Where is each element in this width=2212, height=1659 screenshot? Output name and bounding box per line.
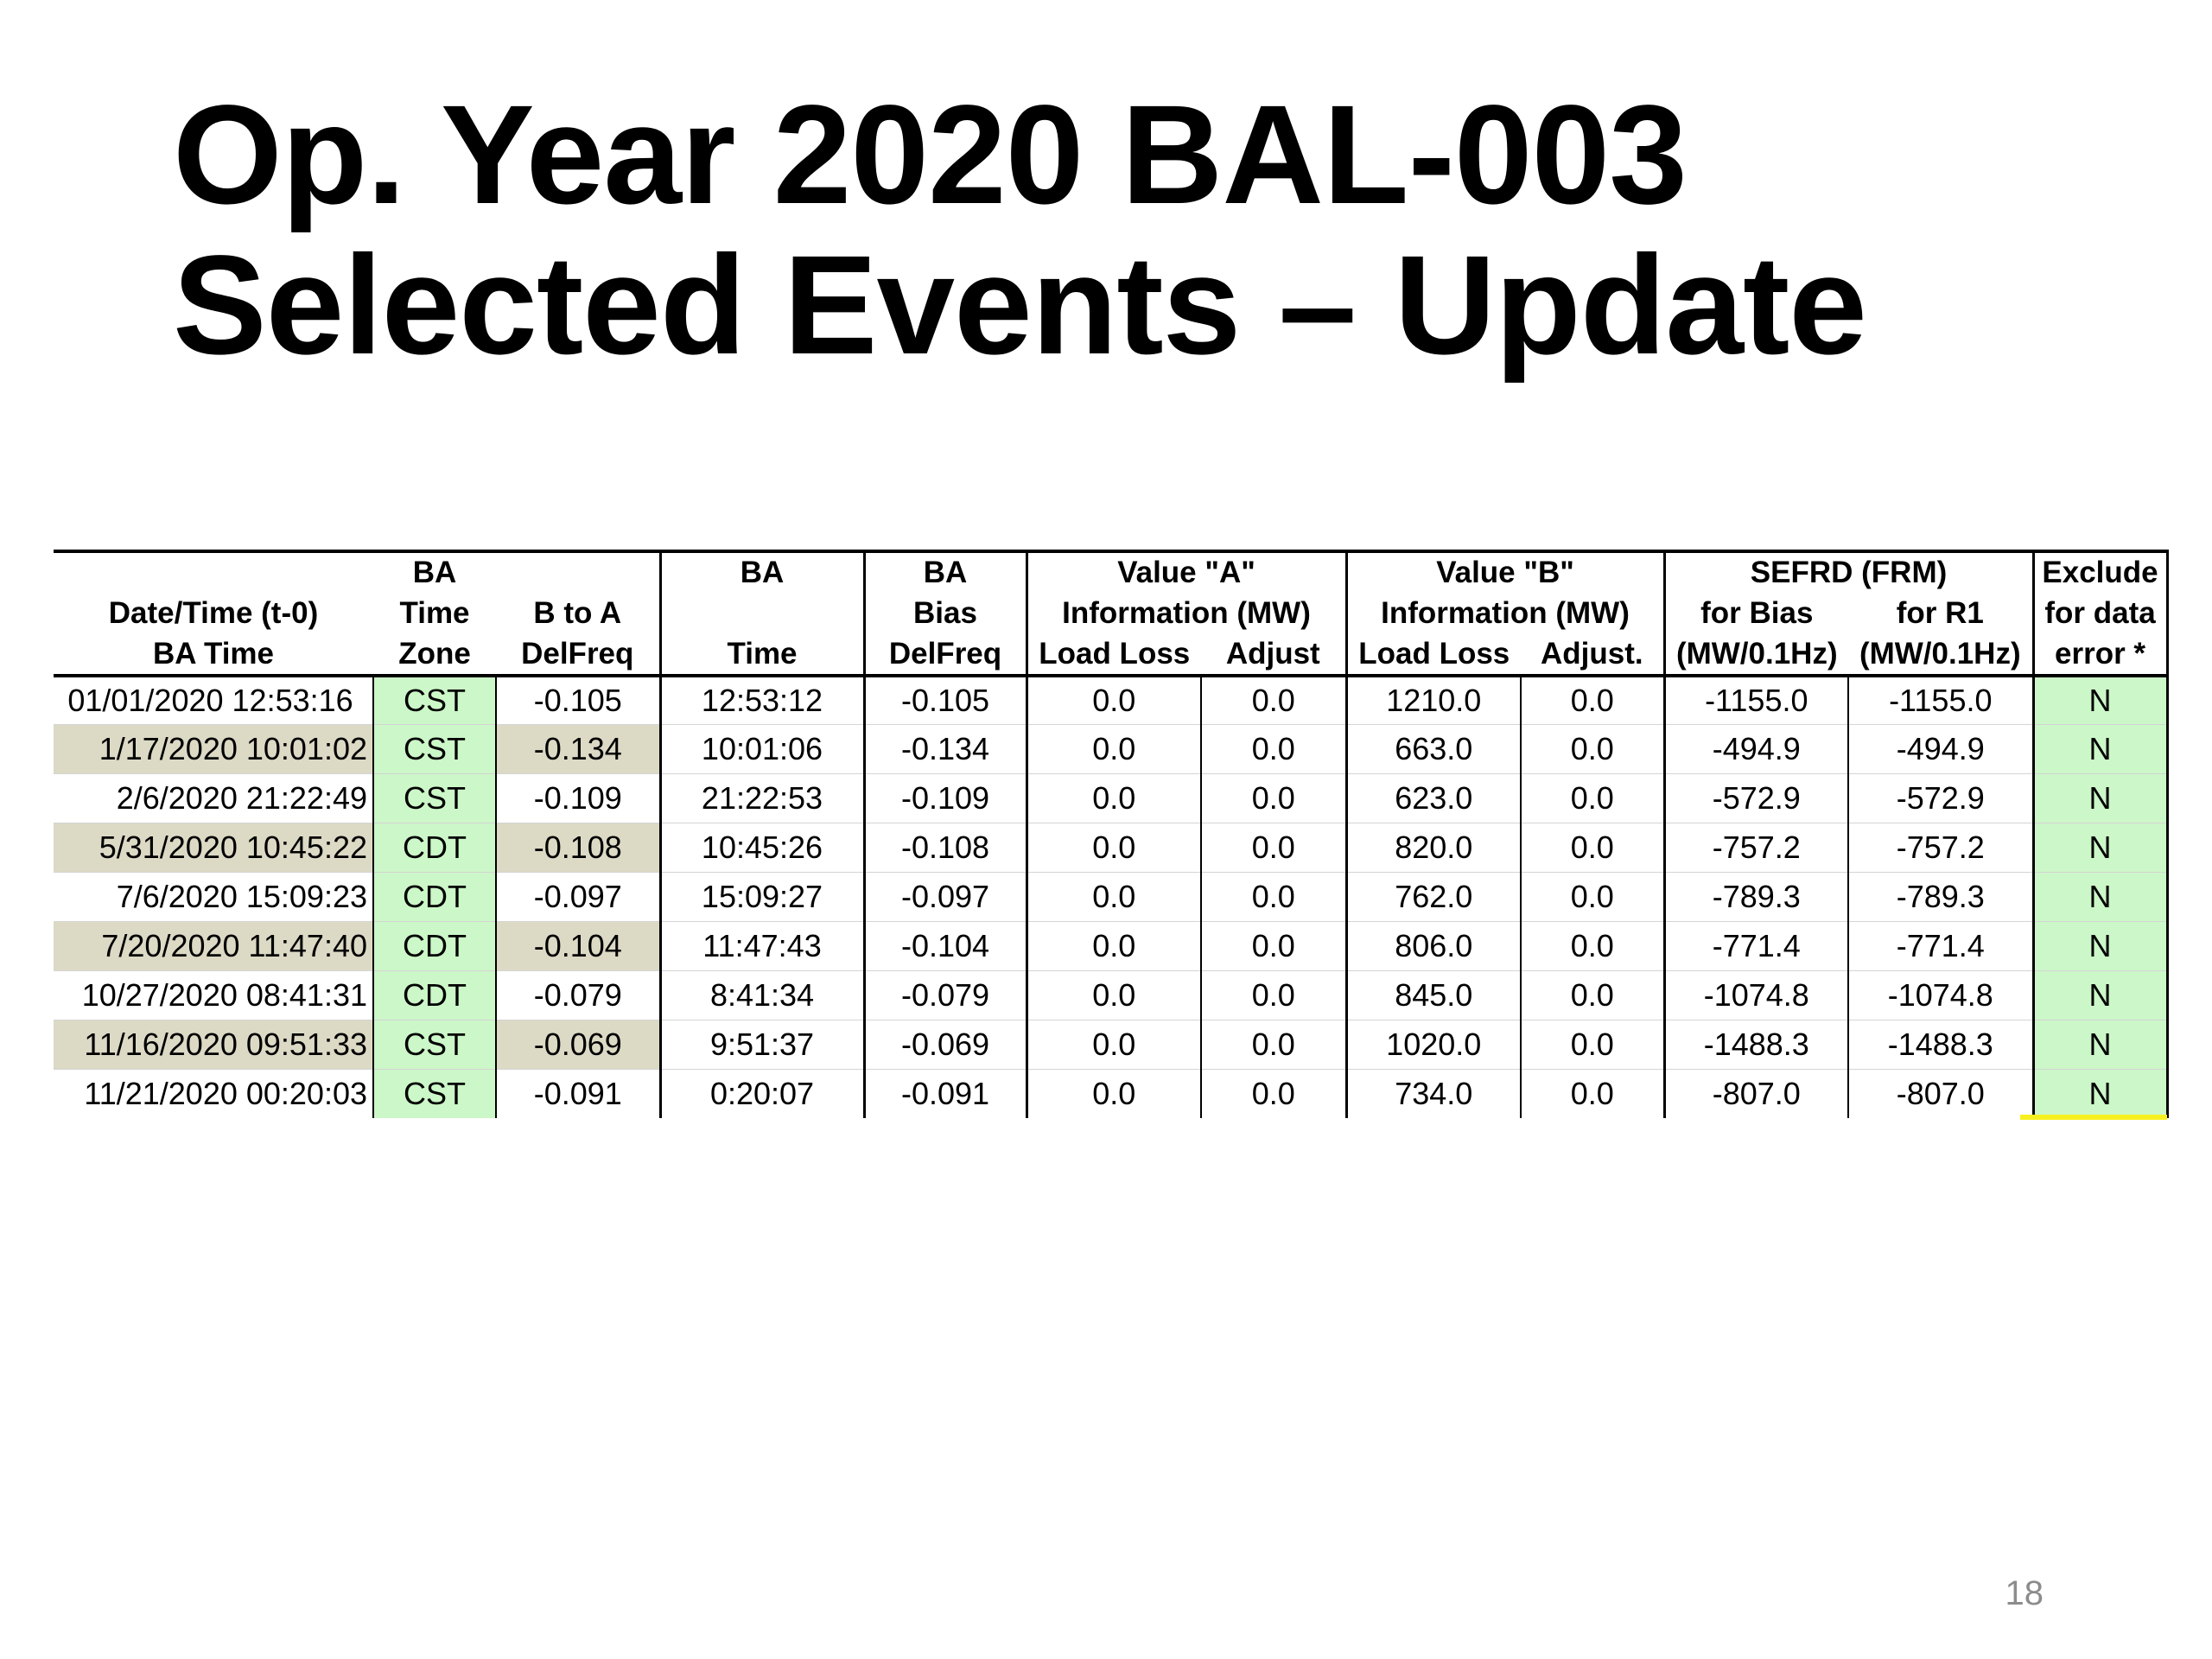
cell-exclude-flag: N — [2033, 1020, 2167, 1069]
cell-value-b-adjust: 0.0 — [1521, 921, 1664, 970]
header-babias-3: DelFreq — [864, 634, 1027, 676]
header-row-2 — [54, 593, 2167, 634]
cell-ba-bias-delfreq: -0.069 — [864, 1020, 1027, 1069]
events-table — [54, 550, 2169, 1118]
header-value-a-1: Value "A" — [1027, 551, 1346, 593]
cell-exclude-flag: N — [2033, 873, 2167, 922]
cell-date-time: 11/21/2020 00:20:03 — [84, 1075, 367, 1111]
cell-exclude-flag: N — [2033, 921, 2167, 970]
title-line-1: Op. Year 2020 BAL-003 — [173, 75, 1687, 233]
table-row — [54, 676, 2167, 725]
header-row-3 — [54, 634, 2167, 676]
cell-sefrd-r1: -1488.3 — [1848, 1020, 2033, 1069]
cell-time-zone: CDT — [373, 823, 496, 873]
cell-value-a-adjust: 0.0 — [1201, 823, 1346, 873]
cell-value-a-load-loss: 0.0 — [1027, 774, 1201, 823]
header-datetime-2: Date/Time (t-0) — [108, 596, 319, 630]
slide-title — [173, 75, 1866, 384]
cell-exclude-flag: N — [2033, 725, 2167, 774]
cell-value-b-load-loss: 734.0 — [1346, 1069, 1521, 1118]
cell-time-zone: CST — [373, 725, 496, 774]
cell-sefrd-bias: -771.4 — [1664, 921, 1848, 970]
table-row — [54, 823, 2167, 873]
cell-sefrd-r1: -807.0 — [1848, 1069, 2033, 1118]
cell-date-time: 01/01/2020 12:53:16 — [54, 676, 373, 725]
cell-ba-bias-delfreq: -0.079 — [864, 970, 1027, 1020]
header-datetime-3: BA Time — [54, 634, 373, 676]
cell-value-b-load-loss: 762.0 — [1346, 873, 1521, 922]
cell-time-zone: CDT — [373, 921, 496, 970]
cell-date-time: 1/17/2020 10:01:02 — [54, 725, 373, 774]
header-timezone-1: BA — [373, 551, 496, 593]
cell-b-to-a-delfreq: -0.091 — [496, 1069, 660, 1118]
cell-value-b-adjust: 0.0 — [1521, 970, 1664, 1020]
cell-value-b-adjust: 0.0 — [1521, 725, 1664, 774]
cell-sefrd-r1: -771.4 — [1848, 921, 2033, 970]
cell-b-to-a-delfreq: -0.097 — [496, 873, 660, 922]
cell-date-time: 7/20/2020 11:47:40 — [54, 921, 373, 970]
cell-sefrd-bias: -1155.0 — [1664, 676, 1848, 725]
header-babias-1: BA — [864, 551, 1027, 593]
cell-value-a-load-loss: 0.0 — [1027, 873, 1201, 922]
header-sefrd-r1-2: (MW/0.1Hz) — [1848, 634, 2033, 676]
cell-date-time: 7/6/2020 15:09:23 — [54, 873, 373, 922]
cell-value-b-load-loss: 663.0 — [1346, 725, 1521, 774]
cell-time-zone: CDT — [373, 873, 496, 922]
cell-value-a-adjust: 0.0 — [1201, 774, 1346, 823]
cell-sefrd-bias: -757.2 — [1664, 823, 1848, 873]
cell-b-to-a-delfreq: -0.134 — [496, 725, 660, 774]
header-batime-1: BA — [660, 551, 864, 593]
cell-value-b-load-loss: 1210.0 — [1346, 676, 1521, 725]
header-batime-3: Time — [660, 634, 864, 676]
cell-value-b-load-loss: 845.0 — [1346, 970, 1521, 1020]
cell-b-to-a-delfreq: -0.079 — [496, 970, 660, 1020]
cell-sefrd-bias: -572.9 — [1664, 774, 1848, 823]
cell-ba-bias-delfreq: -0.108 — [864, 823, 1027, 873]
cell-ba-bias-delfreq: -0.109 — [864, 774, 1027, 823]
header-btoa-2: B to A — [533, 596, 622, 630]
cell-time-zone: CST — [373, 774, 496, 823]
cell-exclude-flag: N — [2033, 1069, 2167, 1118]
header-exclude-3: error * — [2033, 634, 2167, 676]
header-value-b-1: Value "B" — [1346, 551, 1664, 593]
cell-exclude-flag: N — [2033, 774, 2167, 823]
cell-value-a-adjust: 0.0 — [1201, 676, 1346, 725]
cell-b-to-a-delfreq: -0.069 — [496, 1020, 660, 1069]
table-row — [54, 1069, 2167, 1118]
cell-value-b-adjust: 0.0 — [1521, 774, 1664, 823]
cell-exclude-flag: N — [2033, 970, 2167, 1020]
cell-ba-bias-delfreq: -0.104 — [864, 921, 1027, 970]
cell-ba-time: 10:45:26 — [660, 823, 864, 873]
cell-b-to-a-delfreq: -0.108 — [496, 823, 660, 873]
header-babias-2: Bias — [864, 593, 1027, 634]
cell-value-b-load-loss: 1020.0 — [1346, 1020, 1521, 1069]
cell-value-a-adjust: 0.0 — [1201, 725, 1346, 774]
table-row — [54, 970, 2167, 1020]
table-row — [54, 1020, 2167, 1069]
cell-value-a-adjust: 0.0 — [1201, 921, 1346, 970]
header-value-a-loadloss: Load Loss — [1027, 634, 1201, 676]
title-line-2: Selected Events – Update — [173, 226, 1866, 384]
cell-time-zone: CST — [373, 1020, 496, 1069]
cell-value-a-load-loss: 0.0 — [1027, 1069, 1201, 1118]
yellow-highlight-mark — [2020, 1115, 2167, 1120]
header-sefrd-bias-2: (MW/0.1Hz) — [1664, 634, 1848, 676]
cell-ba-bias-delfreq: -0.091 — [864, 1069, 1027, 1118]
cell-value-a-load-loss: 0.0 — [1027, 1020, 1201, 1069]
header-value-a-2: Information (MW) — [1027, 593, 1346, 634]
table-row — [54, 921, 2167, 970]
header-sefrd-1: SEFRD (FRM) — [1664, 551, 2033, 593]
header-btoa-1 — [496, 551, 660, 593]
cell-sefrd-r1: -494.9 — [1848, 725, 2033, 774]
cell-sefrd-bias: -494.9 — [1664, 725, 1848, 774]
cell-ba-time: 12:53:12 — [660, 676, 864, 725]
cell-ba-bias-delfreq: -0.097 — [864, 873, 1027, 922]
table-row — [54, 774, 2167, 823]
cell-sefrd-bias: -807.0 — [1664, 1069, 1848, 1118]
cell-sefrd-bias: -789.3 — [1664, 873, 1848, 922]
cell-value-a-adjust: 0.0 — [1201, 1069, 1346, 1118]
cell-sefrd-r1: -1155.0 — [1848, 676, 2033, 725]
cell-value-a-load-loss: 0.0 — [1027, 676, 1201, 725]
cell-value-a-load-loss: 0.0 — [1027, 823, 1201, 873]
cell-b-to-a-delfreq: -0.109 — [496, 774, 660, 823]
header-sefrd-bias-1: for Bias — [1664, 593, 1848, 634]
cell-ba-time: 15:09:27 — [660, 873, 864, 922]
cell-date-time: 10/27/2020 08:41:31 — [54, 970, 373, 1020]
cell-value-b-adjust: 0.0 — [1521, 1020, 1664, 1069]
cell-value-b-adjust: 0.0 — [1521, 873, 1664, 922]
cell-ba-time: 21:22:53 — [660, 774, 864, 823]
cell-b-to-a-delfreq: -0.104 — [496, 921, 660, 970]
table-row — [54, 873, 2167, 922]
cell-sefrd-r1: -757.2 — [1848, 823, 2033, 873]
cell-time-zone: CST — [373, 676, 496, 725]
table-row — [54, 725, 2167, 774]
cell-date-time: 2/6/2020 21:22:49 — [54, 774, 373, 823]
header-batime-2 — [660, 593, 864, 634]
header-timezone-3: Zone — [373, 634, 496, 676]
header-value-b-adjust: Adjust. — [1521, 634, 1664, 676]
cell-exclude-flag: N — [2033, 676, 2167, 725]
header-sefrd-r1-1: for R1 — [1896, 596, 1984, 630]
cell-ba-time: 10:01:06 — [660, 725, 864, 774]
cell-value-a-adjust: 0.0 — [1201, 1020, 1346, 1069]
cell-sefrd-r1: -1074.8 — [1848, 970, 2033, 1020]
cell-date-time: 5/31/2020 10:45:22 — [54, 823, 373, 873]
cell-ba-time: 9:51:37 — [660, 1020, 864, 1069]
header-timezone-2: Time — [399, 596, 470, 630]
header-datetime-1 — [54, 551, 373, 593]
cell-exclude-flag: N — [2033, 823, 2167, 873]
cell-value-b-adjust: 0.0 — [1521, 1069, 1664, 1118]
cell-sefrd-r1: -572.9 — [1848, 774, 2033, 823]
header-exclude-1: Exclude — [2033, 551, 2167, 593]
header-value-b-loadloss: Load Loss — [1346, 634, 1521, 676]
cell-value-b-load-loss: 820.0 — [1346, 823, 1521, 873]
cell-b-to-a-delfreq: -0.105 — [496, 676, 660, 725]
cell-value-b-load-loss: 623.0 — [1346, 774, 1521, 823]
cell-ba-time: 8:41:34 — [660, 970, 864, 1020]
cell-value-a-adjust: 0.0 — [1201, 970, 1346, 1020]
cell-time-zone: CDT — [373, 970, 496, 1020]
cell-sefrd-r1: -789.3 — [1848, 873, 2033, 922]
cell-value-a-load-loss: 0.0 — [1027, 970, 1201, 1020]
cell-value-b-adjust: 0.0 — [1521, 676, 1664, 725]
cell-value-b-load-loss: 806.0 — [1346, 921, 1521, 970]
cell-ba-bias-delfreq: -0.105 — [864, 676, 1027, 725]
header-row-1 — [54, 551, 2167, 593]
cell-value-a-load-loss: 0.0 — [1027, 725, 1201, 774]
cell-ba-time: 0:20:07 — [660, 1069, 864, 1118]
header-value-a-adjust: Adjust — [1201, 634, 1346, 676]
header-value-b-2: Information (MW) — [1346, 593, 1664, 634]
cell-date-time: 11/16/2020 09:51:33 — [54, 1020, 373, 1069]
cell-sefrd-bias: -1074.8 — [1664, 970, 1848, 1020]
cell-time-zone: CST — [373, 1069, 496, 1118]
header-exclude-2: for data — [2033, 593, 2167, 634]
cell-value-b-adjust: 0.0 — [1521, 823, 1664, 873]
slide-number: 18 — [2005, 1574, 2044, 1612]
header-btoa-3: DelFreq — [496, 634, 660, 676]
cell-sefrd-bias: -1488.3 — [1664, 1020, 1848, 1069]
cell-ba-bias-delfreq: -0.134 — [864, 725, 1027, 774]
cell-value-a-load-loss: 0.0 — [1027, 921, 1201, 970]
cell-value-a-adjust: 0.0 — [1201, 873, 1346, 922]
cell-ba-time: 11:47:43 — [660, 921, 864, 970]
